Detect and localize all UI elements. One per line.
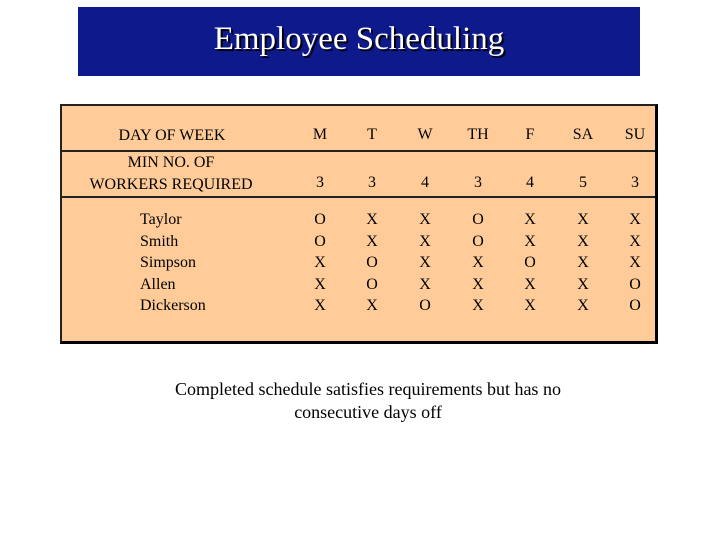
schedule-column-sa: [568, 209, 598, 317]
employee-names: [140, 209, 206, 317]
schedule-column-th: [463, 209, 493, 317]
schedule-cell: X: [577, 211, 589, 228]
schedule-cell: O: [629, 297, 641, 315]
schedule-cell: X: [472, 275, 484, 293]
min-workers-value: 4: [421, 174, 429, 191]
schedule-cell: O: [524, 254, 536, 272]
schedule-cell: O: [629, 275, 641, 293]
caption-line-1: Completed schedule satisfies requirements but has no: [175, 379, 561, 399]
day-header-su: SU: [624, 126, 646, 143]
schedule-cell: X: [366, 297, 378, 315]
schedule-cell: X: [419, 211, 431, 228]
min-workers-label-line1: MIN NO. OF: [127, 154, 215, 171]
schedule-cell: X: [314, 275, 326, 293]
schedule-cell: X: [577, 297, 589, 315]
schedule-cell: X: [419, 254, 431, 272]
schedule-column-m: [305, 209, 335, 317]
schedule-column-f: [515, 209, 545, 317]
schedule-cell: X: [419, 232, 431, 250]
schedule-cell: O: [366, 254, 378, 272]
employee-name: Simpson: [140, 254, 197, 272]
schedule-cell: O: [472, 211, 484, 228]
title-banner: [78, 7, 640, 76]
schedule-cell: X: [314, 254, 326, 272]
schedule-cell: X: [366, 211, 378, 228]
schedule-cell: X: [577, 232, 589, 250]
schedule-column-w: [410, 209, 440, 317]
caption: [130, 378, 606, 424]
schedule-cell: X: [629, 254, 641, 272]
min-workers-value: 4: [526, 174, 534, 191]
day-header-w: W: [417, 126, 433, 143]
schedule-cell: X: [629, 232, 641, 250]
schedule-cell: O: [366, 275, 378, 293]
schedule-cell: X: [472, 297, 484, 315]
schedule-cell: X: [366, 232, 378, 250]
min-workers-value: 5: [579, 174, 587, 191]
employee-name: Taylor: [140, 211, 182, 228]
day-header-sa: SA: [572, 126, 594, 143]
table-divider-requirements: [62, 196, 655, 198]
employee-name: Smith: [140, 232, 179, 250]
schedule-cell: X: [524, 232, 536, 250]
schedule-column-su: [620, 209, 650, 317]
schedule-cell: X: [524, 297, 536, 315]
schedule-cell: X: [629, 211, 641, 228]
schedule-cell: X: [419, 275, 431, 293]
schedule-cell: X: [472, 254, 484, 272]
schedule-cell: O: [314, 232, 326, 250]
schedule-cell: X: [314, 297, 326, 315]
min-workers-value: 3: [474, 174, 482, 191]
day-header-th: TH: [467, 126, 489, 143]
schedule-cell: O: [419, 297, 431, 315]
min-workers-value: 3: [368, 174, 376, 191]
schedule-cell: O: [472, 232, 484, 250]
schedule-cell: X: [524, 275, 536, 293]
slide-title: Employee Scheduling: [213, 21, 505, 57]
min-workers-label-line2: WORKERS REQUIRED: [89, 176, 253, 193]
schedule-cell: O: [314, 211, 326, 228]
schedule-cell: X: [577, 275, 589, 293]
day-of-week-label: DAY OF WEEK: [118, 127, 226, 144]
day-header-m: M: [312, 126, 328, 143]
employee-name: Dickerson: [140, 297, 206, 315]
caption-line-2: consecutive days off: [294, 402, 442, 422]
schedule-cell: X: [577, 254, 589, 272]
day-header-f: F: [525, 126, 535, 143]
day-header-t: T: [367, 126, 377, 143]
schedule-column-t: [357, 209, 387, 317]
min-workers-value: 3: [316, 174, 324, 191]
min-workers-value: 3: [631, 174, 639, 191]
employee-name: Allen: [140, 275, 176, 293]
schedule-table: [60, 104, 658, 344]
schedule-cell: X: [524, 211, 536, 228]
